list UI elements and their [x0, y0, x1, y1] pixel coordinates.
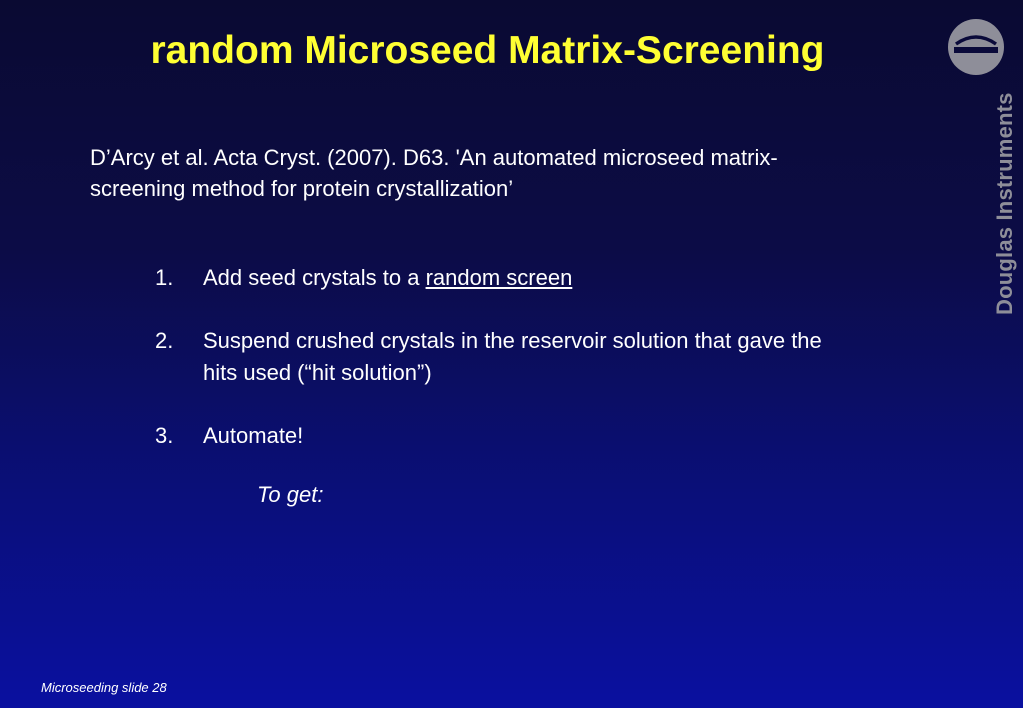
step-item-1 [155, 262, 855, 294]
citation-text: D’Arcy et al. Acta Cryst. (2007). D63. 'An automated microseed matrix-screening method for protein crystallization’ [90, 145, 778, 201]
to-get-label: To get: [257, 482, 324, 507]
random-screen-link[interactable]: random screen [425, 265, 573, 290]
step-item-2 [155, 325, 855, 389]
step-number: 1. [155, 265, 174, 290]
step-text: Suspend crushed crystals in the reservoir solution that gave the hits used (“hit solution”) [203, 328, 822, 385]
step-text: Automate! [203, 423, 304, 448]
steps-list [155, 262, 855, 483]
step-number: 3. [155, 423, 174, 448]
slide-title: random Microseed Matrix-Screening [150, 29, 825, 72]
douglas-instruments-logo-icon [947, 18, 1005, 76]
slide-footer: Microseeding slide 28 [41, 680, 167, 695]
step-item-3 [155, 420, 855, 452]
brand-name: Douglas Instruments [992, 92, 1017, 315]
step-text: Add seed crystals to a [203, 265, 426, 290]
step-number: 2. [155, 328, 174, 353]
